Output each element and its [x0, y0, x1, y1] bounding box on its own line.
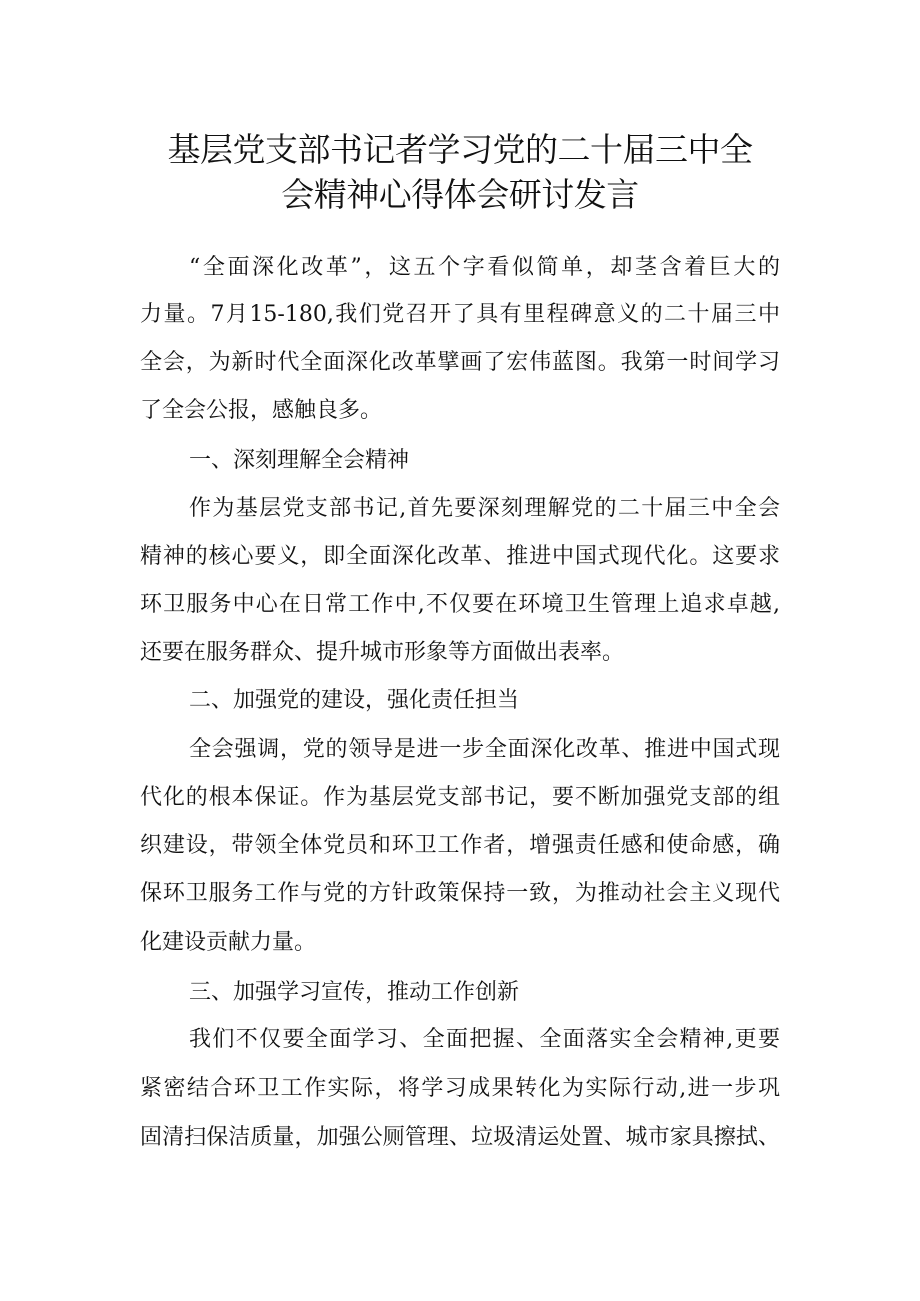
section-2-paragraph-line: 化建设贡献力量。	[140, 930, 317, 955]
document-title-line-1: 基层党支部书记者学习党的二十届三中全	[167, 130, 753, 169]
section-1-paragraph-line: 作为基层党支部书记,首先要深刻理解党的二十届三中全会	[189, 496, 780, 521]
document-title-line-2: 会精神心得体会研讨发言	[281, 175, 639, 214]
section-1-paragraph-line: 环卫服务中心在日常工作中,不仅要在环境卫生管理上追求卓越,	[140, 592, 780, 617]
intro-paragraph-line: “全面深化改革”，这五个字看似简单，却茎含着巨大的	[189, 255, 780, 280]
intro-paragraph-line: 了全会公报，感触良多。	[140, 398, 383, 423]
section-1-paragraph-line: 精神的核心要义，即全面深化改革、推进中国式现代化。这要求	[140, 544, 780, 569]
section-heading-2: 二、加强党的建设，强化责任担当	[189, 688, 520, 713]
section-2-paragraph-line: 全会强调，党的领导是进一步全面深化改革、推进中国式现	[189, 737, 780, 762]
intro-paragraph-line: 力量。7月15-180,我们党召开了具有里程碑意义的二十届三中	[140, 302, 780, 327]
section-heading-3: 三、加强学习宣传，推动工作创新	[189, 980, 520, 1005]
section-2-paragraph-line: 保环卫服务工作与党的方针政策保持一致，为推动社会主义现代	[140, 881, 780, 906]
section-3-paragraph-line: 固清扫保洁质量，加强公厕管理、垃圾清运处置、城市家具擦拭、	[140, 1125, 780, 1150]
section-2-paragraph-line: 织建设，带领全体党员和环卫工作者，增强责任感和使命感，确	[140, 833, 780, 858]
section-heading-1: 一、深刻理解全会精神	[189, 448, 410, 473]
section-2-paragraph-line: 代化的根本保证。作为基层党支部书记，要不断加强党支部的组	[140, 785, 780, 810]
section-1-paragraph-line: 还要在服务群众、提升城市形象等方面做出表率。	[140, 640, 625, 665]
intro-paragraph-line: 全会，为新时代全面深化改革擘画了宏伟蓝图。我第一时间学习	[140, 350, 780, 375]
section-3-paragraph-line: 我们不仅要全面学习、全面把握、全面落实全会精神,更要	[189, 1027, 780, 1052]
section-3-paragraph-line: 紧密结合环卫工作实际，将学习成果转化为实际行动,进一步巩	[140, 1076, 780, 1101]
